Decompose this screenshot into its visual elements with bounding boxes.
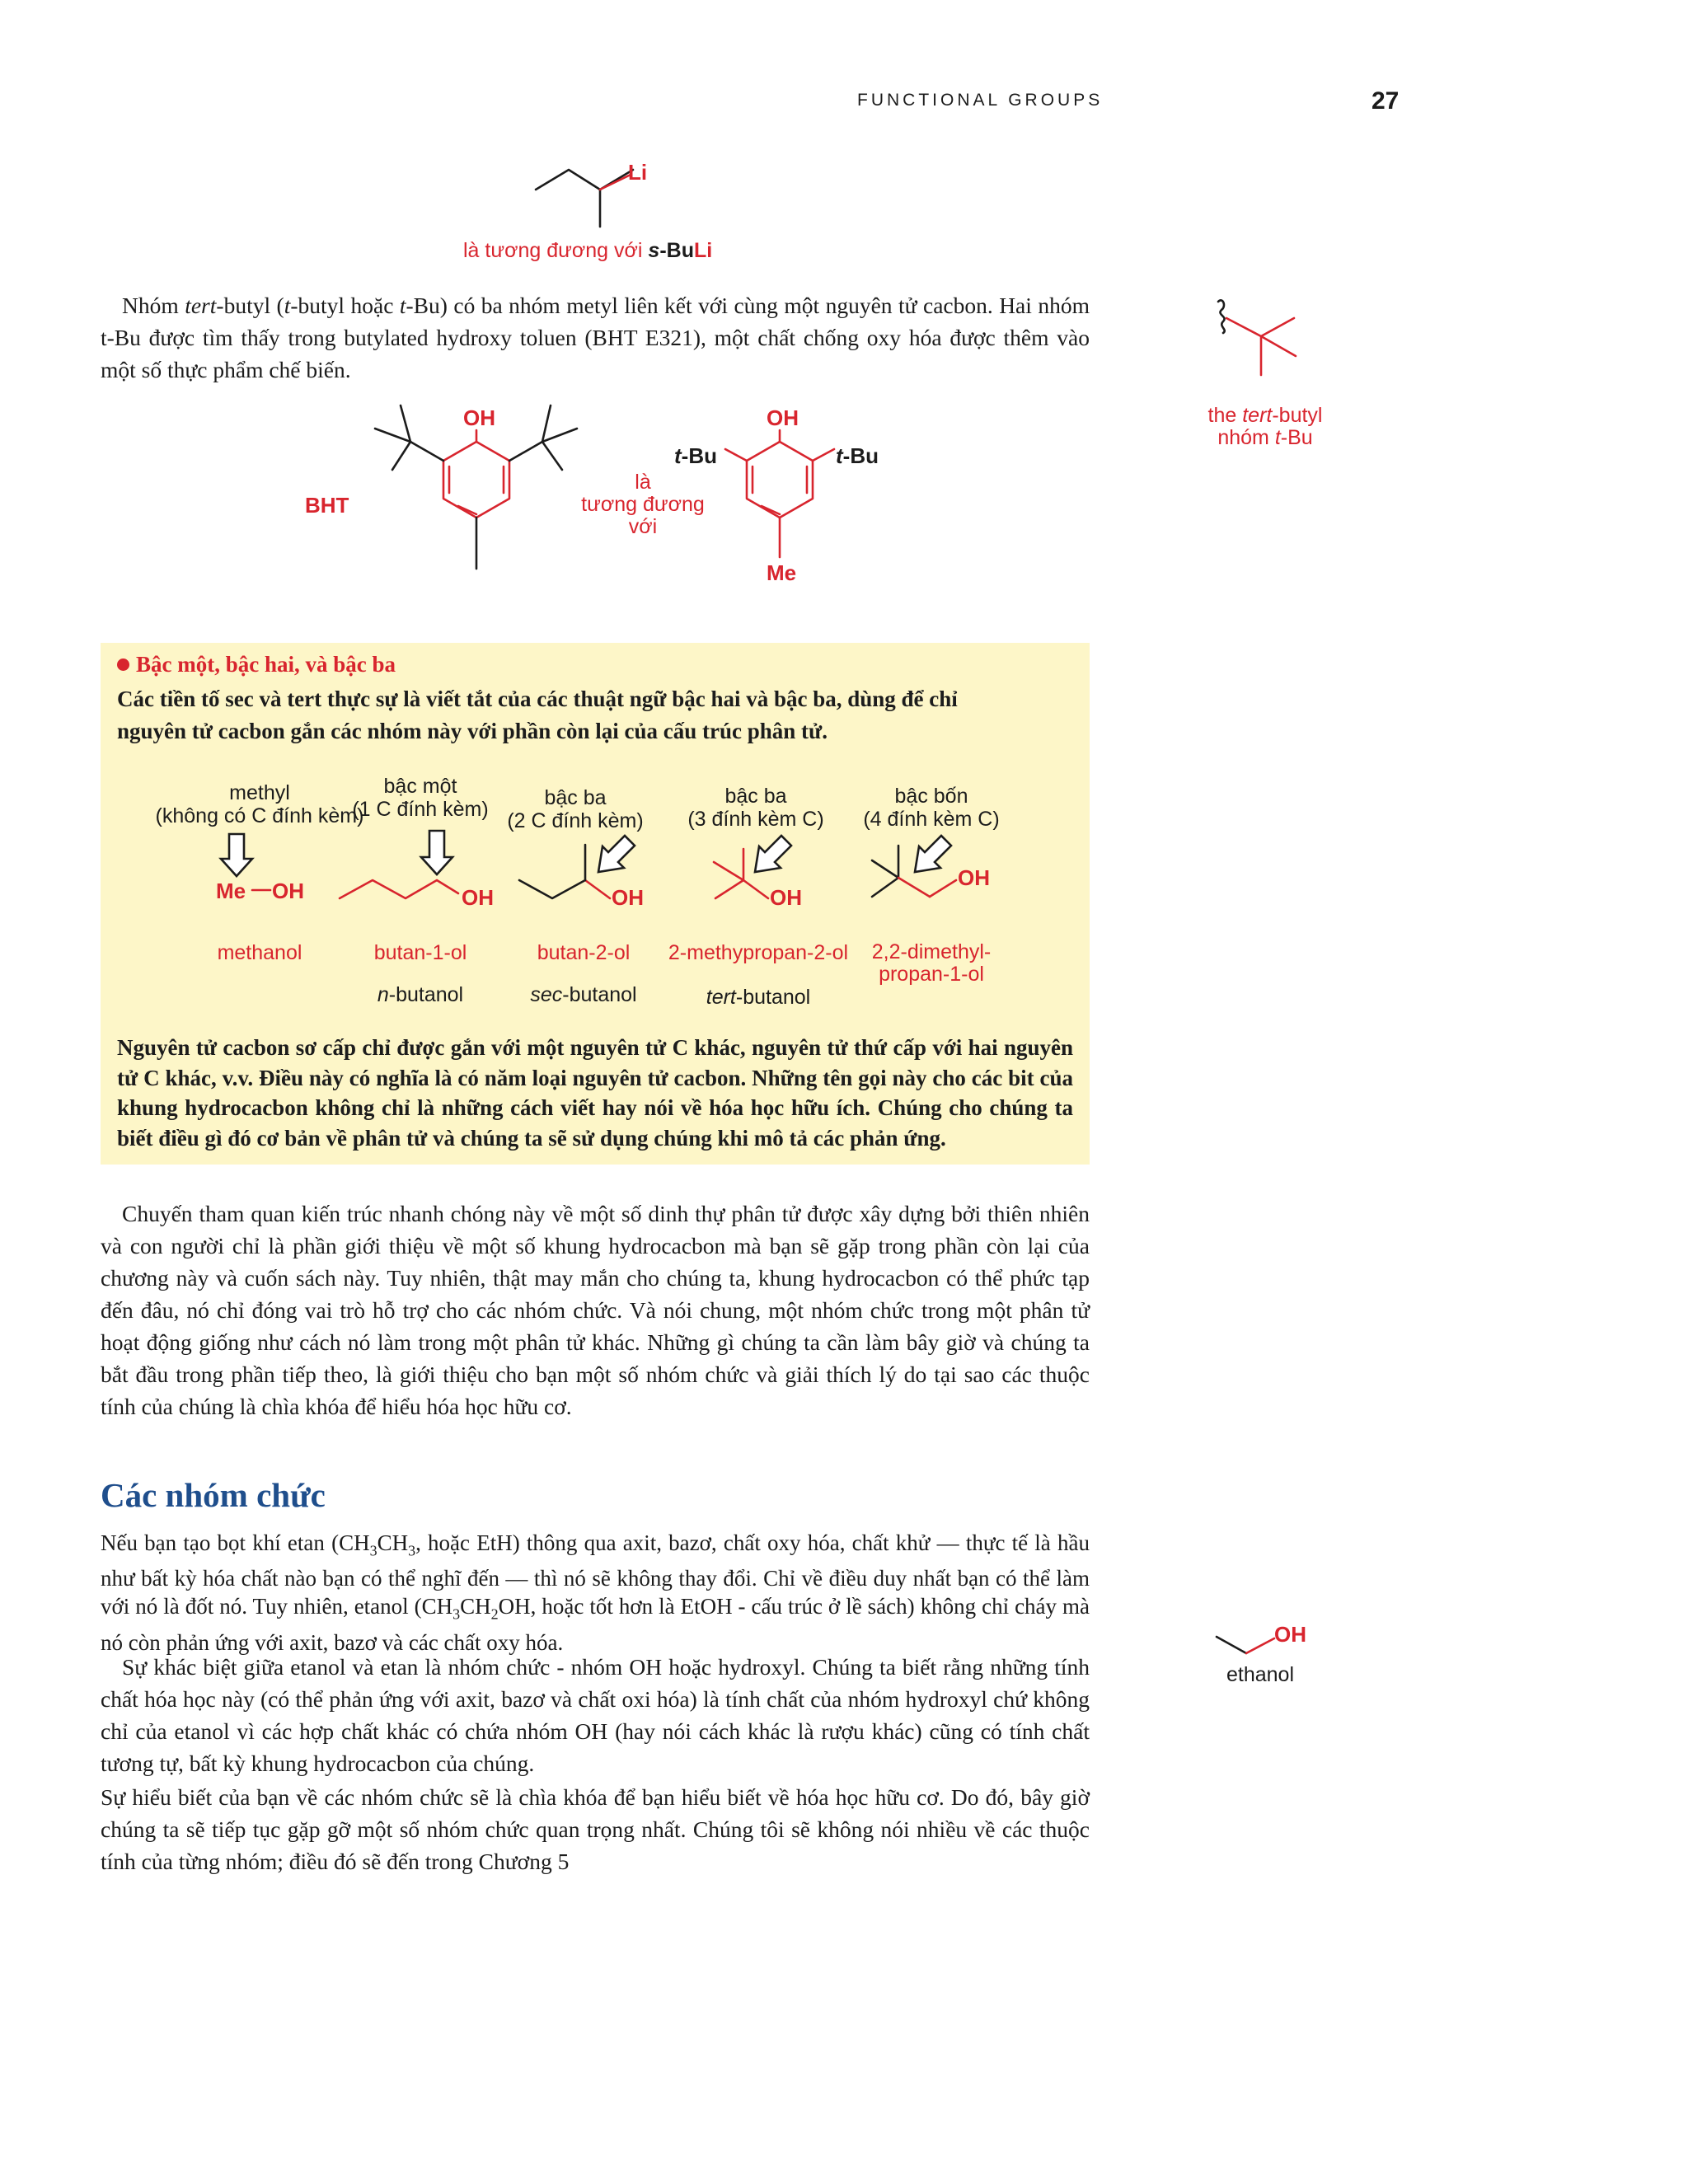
tb-p2: -butyl (: [216, 293, 284, 318]
info-box-closing: Nguyên tử cacbon sơ cấp chỉ được gắn với một nguyên tử C khác, nguyên tử thứ cấp với hai nguyên tử C khác, v.v. Điều này có nghĩa là có năm loại nguyên tử cacbon. Những tên gọi này cho các bit của khung hydrocacbon không chỉ là những cách viết hay nói về hóa học hữu ích. Chúng cho chúng ta biết điều gì đó cơ bản về phân tử và chúng ta sẽ sử dụng chúng khi mô tả các phản ứng.: [117, 1035, 1073, 1151]
tb-p1: Nhóm: [122, 293, 185, 318]
col3-oh: OH: [612, 885, 644, 910]
mtb-l1-it: tert: [1242, 404, 1273, 427]
col1-formula-oh: OH: [272, 879, 304, 903]
bht-tbu-l-rest: -Bu: [681, 443, 717, 468]
col2-name: butan-1-ol: [373, 941, 467, 964]
sbuli-caption-s: s: [648, 239, 660, 262]
margin-ethanol-oh: OH: [1274, 1622, 1306, 1647]
col4-common-name: [668, 986, 849, 1010]
col3-head1: bậc ba: [544, 786, 607, 809]
col5-name: [849, 941, 1014, 986]
margin-tbutyl-line2: [1187, 427, 1343, 449]
sbuli-li-label: Li: [628, 160, 648, 185]
section-paragraph-3: Sự hiểu biết của bạn về các nhóm chức sẽ là chìa khóa để bạn hiểu biết về hóa học hữu cơ. Do đó, bây giờ chúng ta sẽ tiếp tục gặp gỡ một số nhóm chức quan trọng nhất. Chúng tôi sẽ không nói nhiều về các thuộc tính của từng nhóm; điều đó sẽ đến trong Chương 5: [101, 1784, 1090, 1874]
paragraph-tert-butyl: [101, 289, 1090, 386]
col2-common-name: [338, 983, 503, 1007]
mtb-l2-pre: nhóm: [1217, 426, 1275, 449]
info-box-intro: Các tiền tố sec và tert thực sự là viết tắt của các thuật ngữ bậc hai và bậc ba, dùng để chỉ nguyên tử cacbon gắn các nhóm này với phần còn lại của cấu trúc phân tử.: [117, 687, 958, 743]
bht-right-tbu-left: [674, 443, 717, 469]
bht-tbu-l-t: t: [674, 443, 682, 468]
col3-name: butan-2-ol: [537, 941, 631, 964]
col1-head2: (không có C đính kèm): [155, 804, 364, 827]
bht-left-oh: OH: [463, 405, 495, 430]
page-number: 27: [1372, 87, 1400, 115]
mtb-l1-pre: the: [1207, 404, 1243, 427]
col3-common-prefix: sec: [530, 983, 563, 1006]
section-paragraph-1: [101, 1529, 1090, 1657]
s1-s1: 3: [369, 1542, 377, 1559]
tb-p3: -butyl hoặc: [290, 293, 400, 318]
col1-head1: methyl: [229, 781, 290, 804]
tb-t1: t: [284, 293, 291, 318]
bht-tbu-r-t: t: [836, 443, 843, 468]
bht-equivalence: [577, 471, 709, 538]
col5-head: [849, 785, 1014, 831]
s1-s3: 3: [452, 1605, 461, 1623]
col2-common-prefix: n: [377, 983, 389, 1006]
col4-common-rest: -butanol: [735, 986, 811, 1009]
col4-head1: bậc ba: [724, 785, 787, 808]
col1-name: methanol: [217, 941, 302, 964]
col5-oh: OH: [958, 865, 990, 890]
sbuli-caption-bu: -Bu: [659, 239, 694, 262]
col2-head2: (1 C đính kèm): [352, 798, 489, 821]
s1-s4: 2: [490, 1605, 499, 1623]
info-box-title: [117, 652, 396, 677]
s1-d: CH: [460, 1594, 491, 1619]
col4-head2: (3 đính kèm C): [687, 808, 824, 831]
s1-c: , hoặc EtH) thông qua axit, bazơ, chất oxy hóa, chất khử — thực tế là hầu như bất kỳ hóa chất nào bạn có thể nghĩ đến — thì nó sẽ không thay đổi. Chỉ về điều duy nhất bạn có thể làm với nó là đốt nó. Tuy nhiên, etanol (CH: [101, 1530, 1090, 1619]
col5-head2: (4 đính kèm C): [863, 808, 1000, 831]
sbuli-caption-li: Li: [693, 239, 713, 262]
sbuli-caption-prefix: là tương đương với: [463, 239, 649, 262]
bht-tbu-r-rest: -Bu: [842, 443, 879, 468]
section-paragraph-2: Sự khác biệt giữa etanol và etan là nhóm chức - nhóm OH hoặc hydroxyl. Chúng ta biết rằng những tính chất hóa học này (có thể phản ứng với axit, bazơ và chất oxi hóa) là tính chất của nhóm hydroxyl chứ không chỉ của etanol vì các hợp chất khác có chứa nhóm OH (hay nói cách khác là rượu khác) cũng có tính chất tương tự, bất kỳ khung hydrocacbon của chúng.: [101, 1654, 1090, 1776]
tb-p4: -Bu) có ba nhóm metyl liên kết với cùng một nguyên tử cacbon. Hai nhóm t-Bu được tìm thấy trong butylated hydroxy toluen (BHT E321), một chất chống oxy hóa được thêm vào một số thực phẩm chế biến.: [101, 293, 1090, 382]
sbuli-caption: [463, 239, 712, 263]
bht-label: BHT: [305, 493, 349, 518]
bht-equiv-line3: với: [628, 515, 658, 538]
s1-s2: 3: [408, 1542, 416, 1559]
col1-formula-me: Me: [216, 879, 246, 903]
mtb-l2-suf: -Bu: [1280, 426, 1313, 449]
s1-e: OH, hoặc tốt hơn là EtOH - cấu trúc ở lề sách) không chỉ cháy mà nó còn phản ứng với axit, bazơ và các chất oxy hóa.: [101, 1594, 1090, 1655]
col2-head: [342, 775, 499, 821]
bullet-dot-icon: [117, 658, 129, 671]
margin-tbutyl-caption: [1187, 405, 1343, 449]
bht-equiv-line1: là: [635, 471, 651, 494]
info-box-title-text: Bậc một, bậc hai, và bậc ba: [136, 652, 396, 677]
s1-b: CH: [377, 1530, 409, 1555]
paragraph-tour: Chuyến tham quan kiến trúc nhanh chóng này về một số dinh thự phân tử được xây dựng bởi thiên nhiên và con người chỉ là phần giới thiệu về một số khung hydrocacbon mà bạn sẽ gặp trong phần còn lại của chương này và cuốn sách này. Tuy nhiên, thật may mắn cho chúng ta, khung hydrocacbon có thể phức tạp đến đâu, nó chỉ đóng vai trò hỗ trợ cho các nhóm chức. Và nói chung, một nhóm chức trong một phân tử hoạt động giống như cách nó làm trong một phân tử khác. Những gì chúng ta cần làm bây giờ và chúng ta bắt đầu trong phần tiếp theo, là giới thiệu cho bạn một số nhóm chức và giải thích lý do tại sao các thuộc tính của chúng là chìa khóa để hiểu hóa học hữu cơ.: [101, 1201, 1090, 1419]
section-heading: Các nhóm chức: [101, 1476, 326, 1514]
col3-head2: (2 C đính kèm): [507, 809, 644, 832]
margin-ethanol-label: ethanol: [1226, 1663, 1295, 1686]
margin-tbutyl-line1: [1187, 405, 1343, 427]
col5-name-line1: 2,2-dimethyl-: [871, 940, 992, 963]
tb-tert: tert: [185, 293, 217, 318]
bht-right-oh: OH: [767, 405, 799, 430]
tb-t2: t: [399, 293, 406, 318]
col4-common-prefix: tert: [706, 986, 736, 1009]
col5-name-line2: propan-1-ol: [879, 963, 984, 986]
s1-a: Nếu bạn tạo bọt khí etan (CH: [101, 1530, 370, 1555]
col2-head1: bậc một: [383, 775, 457, 798]
col3-common-name: [501, 983, 666, 1007]
running-title: FUNCTIONAL GROUPS: [857, 91, 1104, 110]
bht-equiv-line2: tương đương: [581, 493, 705, 516]
mtb-l1-suf: -butyl: [1272, 404, 1323, 427]
col2-oh: OH: [462, 885, 494, 910]
mtb-l2-it: t: [1274, 426, 1281, 449]
bht-right-tbu-right: [836, 443, 879, 469]
col2-common-rest: -butanol: [388, 983, 464, 1006]
bht-right-me: Me: [767, 560, 797, 585]
col3-common-rest: -butanol: [562, 983, 637, 1006]
col3-head: [501, 786, 649, 832]
col4-head: [678, 785, 834, 831]
col4-oh: OH: [770, 885, 802, 910]
col5-head1: bậc bốn: [894, 785, 968, 808]
col4-name: 2-methypropan-2-ol: [668, 941, 849, 964]
